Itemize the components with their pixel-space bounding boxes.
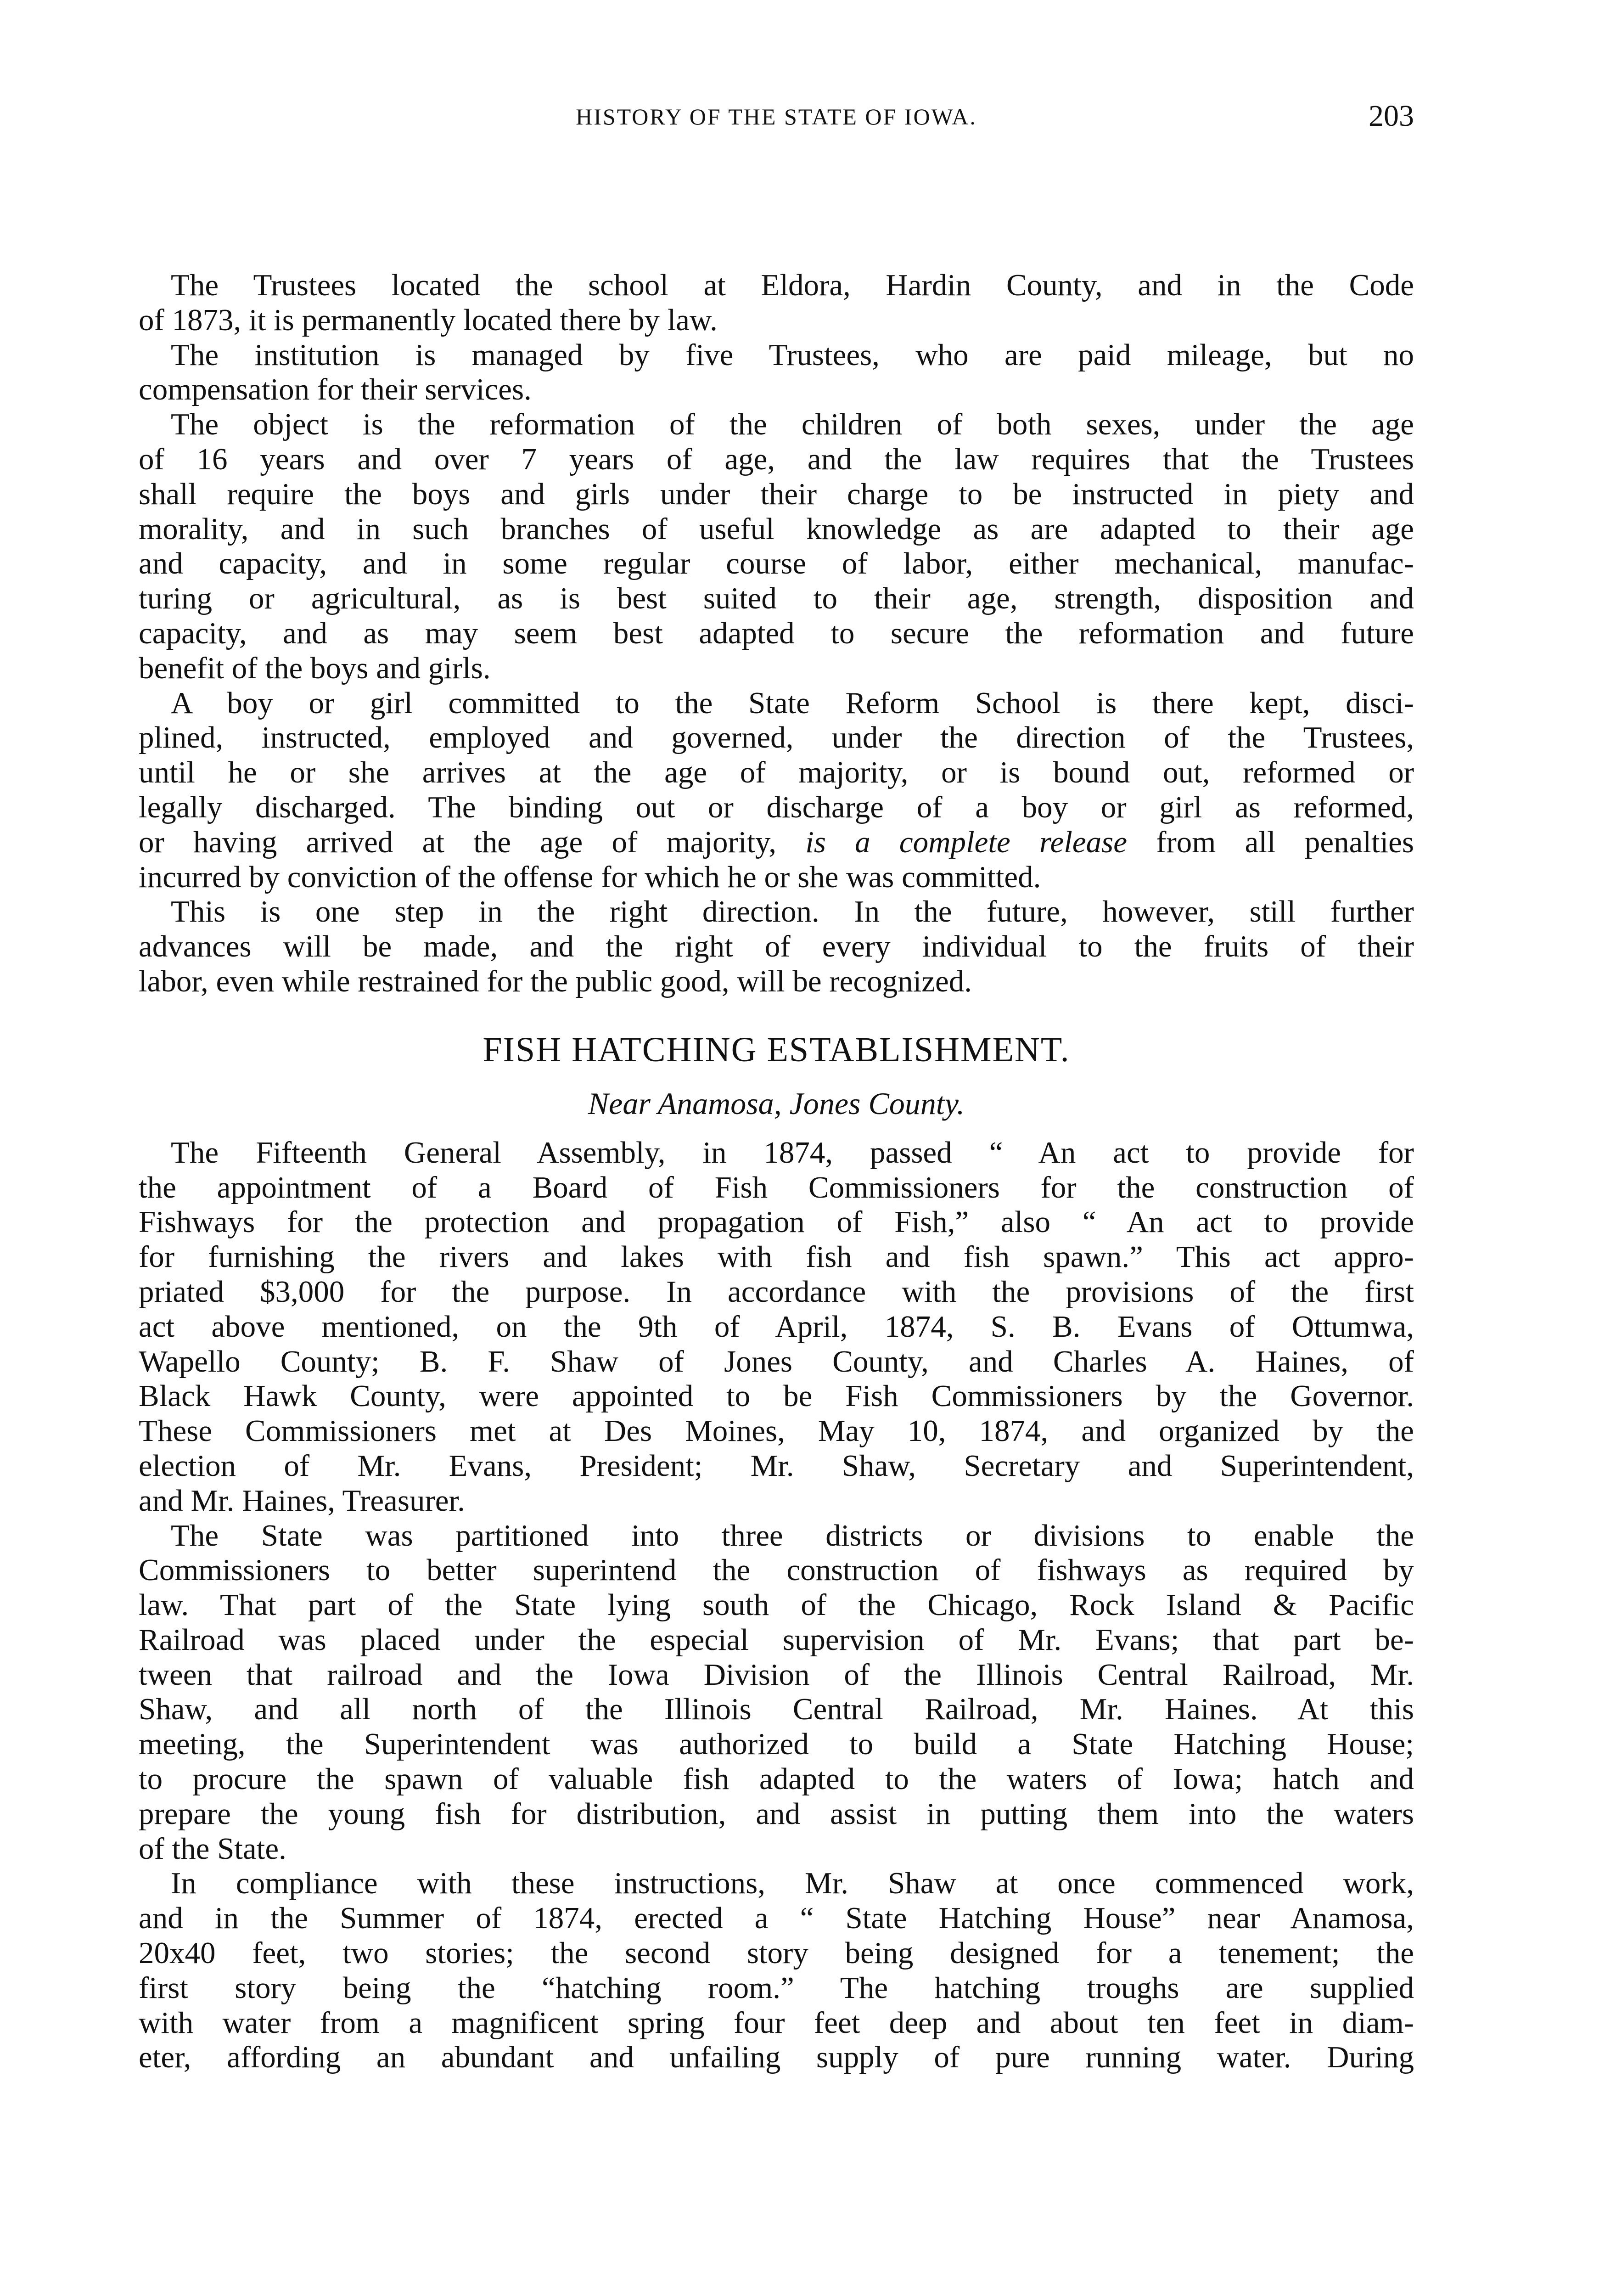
text-line: and Mr. Haines, Treasurer.: [139, 1483, 465, 1518]
text-line: The Trustees located the school at Eldora, Hardin County, and in the Code: [171, 268, 1414, 302]
text-line: incurred by conviction of the offense for which he or she was committed.: [139, 860, 1041, 894]
paragraph: [139, 895, 1414, 999]
text-line: In compliance with these instructions, Mr. Shaw at once commenced work,: [171, 1866, 1414, 1901]
text-line: of 16 years and over 7 years of age, and the law requires that the Trustees: [139, 442, 1414, 476]
paragraph: [139, 1519, 1414, 1867]
section-subheading: Near Anamosa, Jones County.: [588, 1086, 965, 1121]
text-line: A boy or girl committed to the State Reform School is there kept, disci-: [171, 686, 1414, 720]
text-line: This is one step in the right direction. In the future, however, still further: [171, 895, 1414, 929]
text-line: labor, even while restrained for the public good, will be recognized.: [139, 964, 972, 998]
text-line: first story being the “hatching room.” The hatching troughs are supplied: [139, 1970, 1414, 2005]
text-line: morality, and in such branches of useful knowledge as are adapted to their age: [139, 512, 1414, 546]
page-header: [139, 99, 1414, 135]
text-line: meeting, the Superintendent was authorized to build a State Hatching House;: [139, 1727, 1414, 1761]
text-line: election of Mr. Evans, President; Mr. Shaw, Secretary and Superintendent,: [139, 1448, 1414, 1483]
paragraph: [139, 686, 1414, 895]
text-line: compensation for their services.: [139, 372, 532, 407]
text-line: advances will be made, and the right of every individual to the fruits of their: [139, 929, 1414, 964]
text-line: priated $3,000 for the purpose. In accordance with the provisions of the first: [139, 1274, 1414, 1309]
text-line: The Fifteenth General Assembly, in 1874, passed “ An act to provide for: [171, 1135, 1414, 1170]
paragraph: [139, 268, 1414, 338]
text-line: the appointment of a Board of Fish Commissioners for the construction of: [139, 1170, 1414, 1204]
text-line: Wapello County; B. F. Shaw of Jones County, and Charles A. Haines, of: [139, 1344, 1414, 1379]
text-line: shall require the boys and girls under their charge to be instructed in piety and: [139, 477, 1414, 511]
section-reform-school-text: [139, 268, 1414, 999]
text-line: to procure the spawn of valuable fish adapted to the waters of Iowa; hatch and: [139, 1762, 1414, 1796]
text-line: Shaw, and all north of the Illinois Central Railroad, Mr. Haines. At this: [139, 1692, 1414, 1727]
text-line: Black Hawk County, were appointed to be Fish Commissioners by the Governor.: [139, 1379, 1414, 1413]
text-line: plined, instructed, employed and governed, under the direction of the Trustees,: [139, 720, 1414, 755]
section-fish-hatching-text: [139, 1136, 1414, 2076]
text-line: Railroad was placed under the especial supervision of Mr. Evans; that part be-: [139, 1622, 1414, 1657]
text-line: legally discharged. The binding out or discharge of a boy or girl as reformed,: [139, 790, 1414, 824]
text-line: and capacity, and in some regular course of labor, either mechanical, manufac-: [139, 546, 1414, 581]
paragraph: [139, 407, 1414, 686]
text-line: The object is the reformation of the children of both sexes, under the age: [171, 407, 1414, 442]
text-line: 20x40 feet, two stories; the second story being designed for a tenement; the: [139, 1936, 1414, 1970]
running-title: HISTORY OF THE STATE OF IOWA.: [576, 104, 977, 129]
text-line: turing or agricultural, as is best suited to their age, strength, disposition and: [139, 581, 1414, 616]
text-segment: from all penalties: [1127, 825, 1414, 859]
text-line: benefit of the boys and girls.: [139, 651, 491, 685]
section-heading: FISH HATCHING ESTABLISHMENT.: [483, 1030, 1070, 1069]
text-line: until he or she arrives at the age of majority, or is bound out, reformed or: [139, 755, 1414, 790]
text-segment: or having arrived at the age of majority,: [139, 825, 806, 859]
text-line: prepare the young fish for distribution, and assist in putting them into the waters: [139, 1796, 1414, 1831]
paragraph: [139, 1136, 1414, 1519]
text-line: for furnishing the rivers and lakes with fish and fish spawn.” This act appro-: [139, 1240, 1414, 1274]
text-line: [139, 825, 1414, 860]
text-line: law. That part of the State lying south of the Chicago, Rock Island & Pacific: [139, 1588, 1414, 1622]
page-number: 203: [1369, 99, 1414, 133]
text-line: and in the Summer of 1874, erected a “ State Hatching House” near Anamosa,: [139, 1901, 1414, 1936]
paragraph: [139, 338, 1414, 408]
text-line: of 1873, it is permanently located there by law.: [139, 303, 718, 337]
text-line: tween that railroad and the Iowa Division of the Illinois Central Railroad, Mr.: [139, 1657, 1414, 1692]
paragraph: [139, 1866, 1414, 2075]
text-line: of the State.: [139, 1831, 286, 1866]
text-line: with water from a magnificent spring four feet deep and about ten feet in diam-: [139, 2005, 1414, 2040]
text-line: These Commissioners met at Des Moines, May 10, 1874, and organized by the: [139, 1414, 1414, 1448]
text-line: The institution is managed by five Trustees, who are paid mileage, but no: [171, 338, 1414, 372]
text-line: capacity, and as may seem best adapted to secure the reformation and future: [139, 616, 1414, 650]
text-line: act above mentioned, on the 9th of April, 1874, S. B. Evans of Ottumwa,: [139, 1309, 1414, 1344]
text-line: The State was partitioned into three districts or divisions to enable the: [171, 1518, 1414, 1553]
text-line: eter, affording an abundant and unfailing supply of pure running water. During: [139, 2040, 1414, 2075]
text-line: Fishways for the protection and propagation of Fish,” also “ An act to provide: [139, 1205, 1414, 1239]
emphasized-text: is a complete release: [805, 825, 1127, 859]
text-line: Commissioners to better superintend the construction of fishways as required by: [139, 1553, 1414, 1587]
